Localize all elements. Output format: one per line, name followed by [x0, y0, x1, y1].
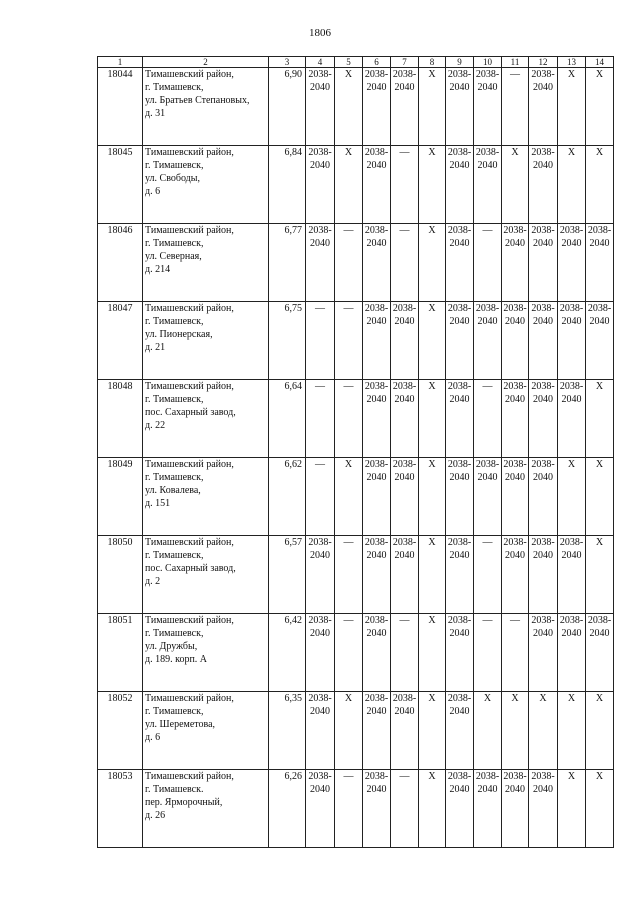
coefficient-cell: 6,57	[269, 536, 306, 614]
period-cell: Х	[586, 380, 614, 458]
period-cell: —	[474, 614, 502, 692]
address-line: г. Тимашевск.	[145, 784, 204, 795]
address-line: ул. Ковалева,	[145, 485, 201, 496]
period-cell: 2038- 2040	[529, 380, 558, 458]
record-number: 18044	[98, 68, 143, 146]
period-cell: Х	[558, 458, 586, 536]
period-cell: 2038- 2040	[391, 536, 419, 614]
period-cell: 2038- 2040	[306, 692, 335, 770]
coefficient-cell: 6,26	[269, 770, 306, 848]
address-line: пер. Ярморочный,	[145, 797, 223, 808]
address-line: г. Тимашевск,	[145, 316, 204, 327]
period-cell: Х	[419, 302, 446, 380]
period-cell: —	[335, 614, 363, 692]
address-line: д. 26	[145, 810, 166, 821]
period-cell: 2038- 2040	[306, 770, 335, 848]
period-cell: Х	[419, 692, 446, 770]
table-row	[98, 146, 614, 224]
table-row	[98, 458, 614, 536]
period-cell: 2038- 2040	[502, 536, 529, 614]
period-cell: Х	[419, 458, 446, 536]
column-header: 2	[143, 57, 269, 68]
period-cell: 2038- 2040	[474, 770, 502, 848]
period-cell: Х	[474, 692, 502, 770]
period-cell: —	[335, 536, 363, 614]
address-line: Тимашевский район,	[145, 537, 234, 548]
period-cell: 2038- 2040	[502, 224, 529, 302]
period-cell: 2038- 2040	[558, 614, 586, 692]
period-cell: 2038- 2040	[446, 224, 474, 302]
table-row	[98, 68, 614, 146]
record-number: 18045	[98, 146, 143, 224]
coefficient-cell: 6,84	[269, 146, 306, 224]
address-line: г. Тимашевск,	[145, 394, 204, 405]
period-cell: Х	[419, 380, 446, 458]
period-cell: 2038- 2040	[306, 536, 335, 614]
address-line: ул. Братьев Степановых,	[145, 95, 250, 106]
column-header: 4	[306, 57, 335, 68]
address-line: пос. Сахарный завод,	[145, 563, 236, 574]
period-cell: 2038- 2040	[558, 302, 586, 380]
record-number: 18048	[98, 380, 143, 458]
period-cell: 2038- 2040	[363, 458, 391, 536]
period-cell: 2038- 2040	[446, 458, 474, 536]
period-cell: —	[335, 224, 363, 302]
column-header: 5	[335, 57, 363, 68]
period-cell: —	[335, 302, 363, 380]
period-cell: 2038- 2040	[474, 458, 502, 536]
period-cell: 2038- 2040	[363, 614, 391, 692]
header-row	[98, 57, 614, 68]
period-cell: 2038- 2040	[586, 302, 614, 380]
column-header: 7	[391, 57, 419, 68]
address-cell	[143, 380, 269, 458]
address-line: Тимашевский район,	[145, 147, 234, 158]
column-header: 11	[502, 57, 529, 68]
period-cell: Х	[586, 146, 614, 224]
page-number: 1806	[309, 27, 331, 39]
period-cell: 2038- 2040	[306, 614, 335, 692]
address-line: д. 214	[145, 264, 171, 275]
period-cell: Х	[586, 536, 614, 614]
address-line: Тимашевский район,	[145, 771, 234, 782]
period-cell: —	[474, 380, 502, 458]
period-cell: Х	[558, 692, 586, 770]
address-line: Тимашевский район,	[145, 69, 234, 80]
record-number: 18050	[98, 536, 143, 614]
address-cell	[143, 68, 269, 146]
period-cell: —	[306, 458, 335, 536]
column-header: 12	[529, 57, 558, 68]
period-cell: 2038- 2040	[391, 380, 419, 458]
record-number: 18049	[98, 458, 143, 536]
address-line: д. 151	[145, 498, 171, 509]
coefficient-cell: 6,75	[269, 302, 306, 380]
record-number: 18051	[98, 614, 143, 692]
period-cell: Х	[335, 146, 363, 224]
column-header: 8	[419, 57, 446, 68]
period-cell: —	[391, 614, 419, 692]
period-cell: 2038- 2040	[502, 458, 529, 536]
address-line: Тимашевский район,	[145, 381, 234, 392]
period-cell: Х	[502, 146, 529, 224]
period-cell: 2038- 2040	[363, 380, 391, 458]
coefficient-cell: 6,77	[269, 224, 306, 302]
period-cell: 2038- 2040	[446, 770, 474, 848]
period-cell: 2038- 2040	[363, 770, 391, 848]
period-cell: Х	[335, 68, 363, 146]
column-header: 9	[446, 57, 474, 68]
period-cell: 2038- 2040	[529, 302, 558, 380]
column-header: 13	[558, 57, 586, 68]
period-cell: 2038- 2040	[363, 302, 391, 380]
period-cell: Х	[586, 458, 614, 536]
period-cell: 2038- 2040	[558, 536, 586, 614]
address-cell	[143, 614, 269, 692]
period-cell: 2038- 2040	[529, 458, 558, 536]
period-cell: 2038- 2040	[529, 224, 558, 302]
period-cell: Х	[558, 770, 586, 848]
period-cell: Х	[335, 692, 363, 770]
address-line: г. Тимашевск,	[145, 706, 204, 717]
address-cell	[143, 224, 269, 302]
period-cell: Х	[558, 146, 586, 224]
period-cell: 2038- 2040	[502, 770, 529, 848]
period-cell: 2038- 2040	[474, 146, 502, 224]
coefficient-cell: 6,35	[269, 692, 306, 770]
period-cell: —	[306, 380, 335, 458]
column-header: 3	[269, 57, 306, 68]
period-cell: 2038- 2040	[586, 224, 614, 302]
record-number: 18046	[98, 224, 143, 302]
period-cell: —	[391, 224, 419, 302]
period-cell: 2038- 2040	[502, 302, 529, 380]
period-cell: Х	[586, 692, 614, 770]
period-cell: 2038- 2040	[446, 146, 474, 224]
table-row	[98, 224, 614, 302]
address-line: Тимашевский район,	[145, 303, 234, 314]
period-cell: 2038- 2040	[363, 692, 391, 770]
address-line: д. 22	[145, 420, 166, 431]
table-row	[98, 770, 614, 848]
period-cell: 2038- 2040	[558, 380, 586, 458]
period-cell: —	[306, 302, 335, 380]
period-cell: 2038- 2040	[502, 380, 529, 458]
period-cell: —	[391, 770, 419, 848]
address-line: ул. Пионерская,	[145, 329, 213, 340]
period-cell: 2038- 2040	[363, 68, 391, 146]
address-line: д. 6	[145, 732, 161, 743]
period-cell: 2038- 2040	[529, 146, 558, 224]
coefficient-cell: 6,42	[269, 614, 306, 692]
address-line: пос. Сахарный завод,	[145, 407, 236, 418]
address-line: г. Тимашевск,	[145, 238, 204, 249]
period-cell: Х	[419, 536, 446, 614]
period-cell: Х	[419, 614, 446, 692]
record-number: 18053	[98, 770, 143, 848]
address-line: Тимашевский район,	[145, 225, 234, 236]
period-cell: 2038- 2040	[586, 614, 614, 692]
period-cell: Х	[419, 224, 446, 302]
period-cell: 2038- 2040	[391, 692, 419, 770]
address-line: Тимашевский район,	[145, 693, 234, 704]
address-cell	[143, 146, 269, 224]
column-header: 10	[474, 57, 502, 68]
address-line: д. 21	[145, 342, 166, 353]
address-cell	[143, 770, 269, 848]
period-cell: 2038- 2040	[446, 692, 474, 770]
period-cell: 2038- 2040	[446, 380, 474, 458]
period-cell: 2038- 2040	[529, 536, 558, 614]
coefficient-cell: 6,62	[269, 458, 306, 536]
buildings-table	[97, 56, 614, 848]
period-cell: Х	[419, 68, 446, 146]
address-line: д. 6	[145, 186, 161, 197]
period-cell: 2038- 2040	[363, 146, 391, 224]
period-cell: 2038- 2040	[474, 302, 502, 380]
period-cell: 2038- 2040	[474, 68, 502, 146]
period-cell: —	[391, 146, 419, 224]
period-cell: Х	[586, 770, 614, 848]
period-cell: 2038- 2040	[446, 614, 474, 692]
address-line: г. Тимашевск,	[145, 472, 204, 483]
address-line: г. Тимашевск,	[145, 160, 204, 171]
period-cell: —	[474, 224, 502, 302]
period-cell: 2038- 2040	[391, 68, 419, 146]
period-cell: 2038- 2040	[529, 68, 558, 146]
address-line: ул. Свободы,	[145, 173, 200, 184]
period-cell: Х	[419, 146, 446, 224]
period-cell: Х	[335, 458, 363, 536]
address-cell	[143, 692, 269, 770]
period-cell: 2038- 2040	[391, 458, 419, 536]
table-body	[98, 68, 614, 848]
period-cell: 2038- 2040	[363, 536, 391, 614]
period-cell: 2038- 2040	[306, 146, 335, 224]
address-line: г. Тимашевск,	[145, 628, 204, 639]
address-cell	[143, 536, 269, 614]
period-cell: 2038- 2040	[306, 224, 335, 302]
period-cell: 2038- 2040	[363, 224, 391, 302]
address-line: ул. Северная,	[145, 251, 202, 262]
address-line: д. 189. корп. А	[145, 654, 208, 665]
period-cell: —	[335, 380, 363, 458]
period-cell: 2038- 2040	[529, 770, 558, 848]
period-cell: 2038- 2040	[446, 302, 474, 380]
address-line: д. 31	[145, 108, 166, 119]
table-row	[98, 614, 614, 692]
coefficient-cell: 6,64	[269, 380, 306, 458]
address-line: д. 2	[145, 576, 161, 587]
table-row	[98, 692, 614, 770]
table-row	[98, 380, 614, 458]
period-cell: Х	[502, 692, 529, 770]
period-cell: 2038- 2040	[446, 536, 474, 614]
column-header: 1	[98, 57, 143, 68]
period-cell: Х	[419, 770, 446, 848]
address-line: ул. Дружбы,	[145, 641, 198, 652]
period-cell: —	[474, 536, 502, 614]
period-cell: Х	[529, 692, 558, 770]
address-line: Тимашевский район,	[145, 459, 234, 470]
address-line: ул. Шереметова,	[145, 719, 216, 730]
table-row	[98, 302, 614, 380]
period-cell: Х	[558, 68, 586, 146]
column-header: 14	[586, 57, 614, 68]
period-cell: 2038- 2040	[306, 68, 335, 146]
period-cell: —	[502, 614, 529, 692]
address-line: г. Тимашевск,	[145, 550, 204, 561]
period-cell: 2038- 2040	[446, 68, 474, 146]
period-cell: Х	[586, 68, 614, 146]
record-number: 18047	[98, 302, 143, 380]
address-cell	[143, 302, 269, 380]
record-number: 18052	[98, 692, 143, 770]
address-cell	[143, 458, 269, 536]
column-header: 6	[363, 57, 391, 68]
period-cell: —	[502, 68, 529, 146]
period-cell: —	[335, 770, 363, 848]
address-line: г. Тимашевск,	[145, 82, 204, 93]
coefficient-cell: 6,90	[269, 68, 306, 146]
period-cell: 2038- 2040	[529, 614, 558, 692]
period-cell: 2038- 2040	[558, 224, 586, 302]
table-row	[98, 536, 614, 614]
address-line: Тимашевский район,	[145, 615, 234, 626]
period-cell: 2038- 2040	[391, 302, 419, 380]
